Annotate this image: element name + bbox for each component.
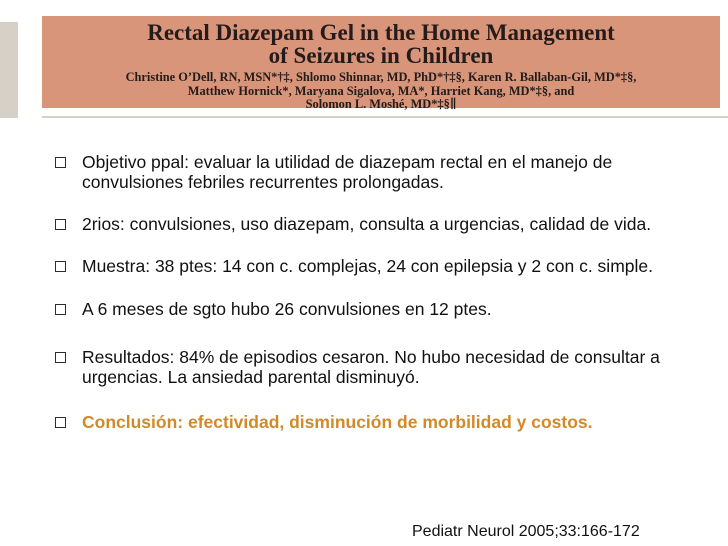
citation: Pediatr Neurol 2005;33:166-172: [412, 523, 640, 540]
hollow-square-icon: [55, 417, 66, 428]
bullet-conclusion: [53, 412, 713, 432]
authors-line-3: Solomon L. Moshé, MD*‡§∥: [305, 97, 457, 112]
authors-line-1: Christine O’Dell, RN, MSN*†‡, Shlomo Shinnar, MD, PhD*†‡§, Karen R. Ballaban-Gil, MD*‡§,: [125, 70, 637, 84]
hollow-square-icon: [55, 261, 66, 272]
bullet-text: Muestra: 38 ptes: 14 con c. complejas, 24 con epilepsia y 2 con c. simple.: [82, 256, 653, 276]
header-divider: [42, 116, 728, 118]
title-line-1: Rectal Diazepam Gel in the Home Management: [147, 20, 615, 45]
bullet-sample: [53, 256, 713, 276]
bullet-text: 2rios: convulsiones, uso diazepam, consulta a urgencias, calidad de vida.: [82, 214, 652, 234]
hollow-square-icon: [55, 304, 66, 315]
authors-line-2: Matthew Hornick*, Maryana Sigalova, MA*, Harriet Kang, MD*‡§, and: [187, 83, 575, 98]
bullet-text: Resultados: 84% de episodios cesaron. No hubo necesidad de consultar a urgencias. La ansiedad parental disminuyó.: [82, 347, 660, 387]
hollow-square-icon: [55, 352, 66, 363]
hollow-square-icon: [55, 157, 66, 168]
bullet-secondary: [53, 214, 713, 234]
bullet-objective: [53, 152, 713, 192]
left-decor-bar: [0, 22, 18, 118]
hollow-square-icon: [55, 219, 66, 230]
bullet-list: [53, 152, 713, 454]
article-header-image: [42, 16, 720, 112]
bullet-text: Objetivo ppal: evaluar la utilidad de diazepam rectal en el manejo de convulsiones febriles recurrentes prolongadas.: [82, 152, 613, 192]
title-line-2: of Seizures in Children: [268, 43, 494, 68]
bullet-follow-up: [53, 299, 713, 319]
bullet-text: Conclusión: efectividad, disminución de morbilidad y costos.: [82, 412, 593, 432]
article-title: [42, 21, 720, 67]
bullet-text: A 6 meses de sgto hubo 26 convulsiones en 12 ptes.: [82, 299, 492, 319]
article-authors: [48, 71, 714, 112]
bullet-results: [53, 347, 713, 387]
